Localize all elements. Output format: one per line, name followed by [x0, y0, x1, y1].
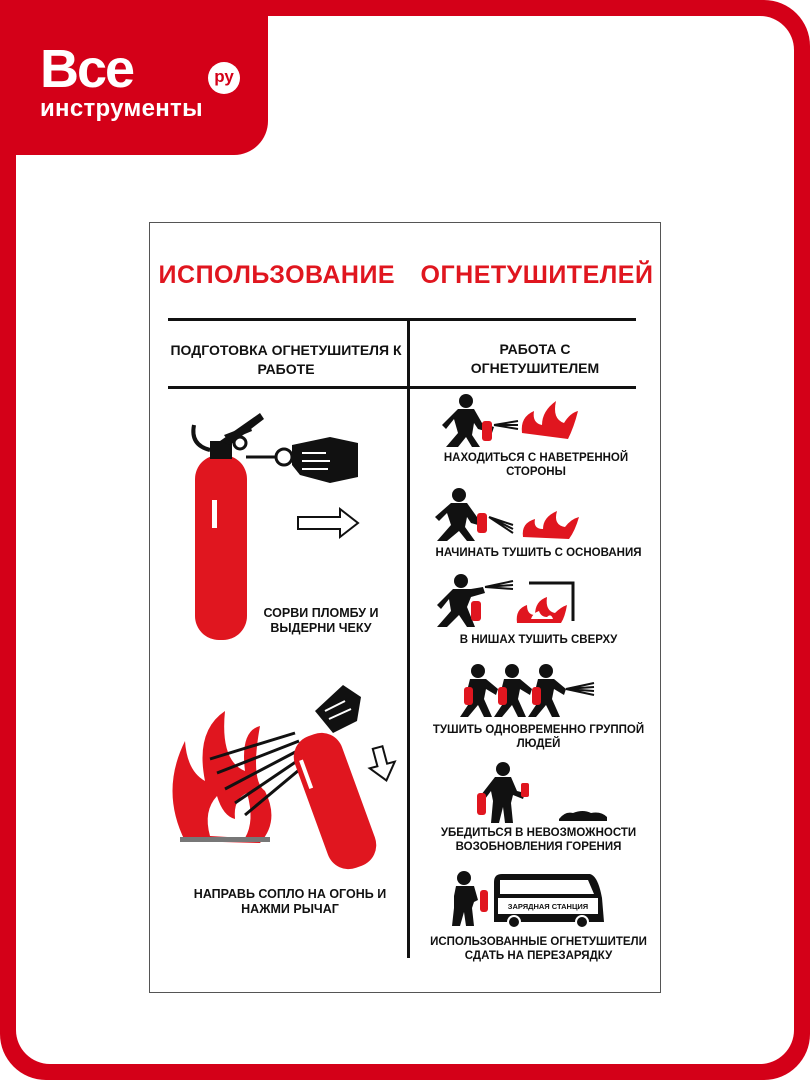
column-divider: [407, 318, 410, 958]
safety-sign: [149, 222, 661, 993]
left-step-2-caption: НАПРАВЬ СОПЛО НА ОГОНЬ И НАЖМИ РЫЧАГ: [193, 887, 387, 916]
check-reignition-icon: [473, 761, 623, 825]
group-extinguishing-icon: [458, 663, 608, 721]
brand-domain-badge: ру: [208, 62, 240, 94]
left-column-header: ПОДГОТОВКА ОГНЕТУШИТЕЛЯ К РАБОТЕ: [170, 342, 402, 377]
brand-badge: [0, 0, 268, 155]
windward-side-icon: [438, 393, 588, 449]
recharge-station-icon: [452, 868, 608, 928]
header-bottom-divider: [168, 386, 636, 389]
right-step-1-caption: НАХОДИТЬСЯ С НАВЕТРЕННОЙ СТОРОНЫ: [443, 452, 629, 478]
right-step-4-caption: ТУШИТЬ ОДНОВРЕМЕННО ГРУППОЙ ЛЮДЕЙ: [432, 724, 645, 750]
extinguisher-spray-fire-icon: [165, 671, 405, 881]
brand-logo-text: Все: [40, 39, 134, 99]
sign-title: ИСПОЛЬЗОВАНИЕ ОГНЕТУШИТЕЛЕЙ: [158, 261, 654, 289]
brand-logo-subtitle: инструменты: [40, 95, 203, 122]
right-column-header: РАБОТА С ОГНЕТУШИТЕЛЕМ: [470, 341, 600, 376]
van-label: ЗАРЯДНАЯ СТАНЦИЯ: [507, 902, 589, 911]
left-step-1-caption: СОРВИ ПЛОМБУ И ВЫДЕРНИ ЧЕКУ: [263, 606, 379, 635]
right-step-6-caption: ИСПОЛЬЗОВАННЫЕ ОГНЕТУШИТЕЛИ СДАТЬ НА ПЕРЕЗАРЯДКУ: [430, 936, 647, 962]
right-step-3-caption: В НИШАХ ТУШИТЬ СВЕРХУ: [459, 634, 618, 646]
right-step-2-caption: НАЧИНАТЬ ТУШИТЬ С ОСНОВАНИЯ: [435, 547, 642, 559]
extinguish-base-icon: [433, 487, 583, 543]
niche-from-above-icon: [433, 573, 583, 631]
right-step-5-caption: УБЕДИТЬСЯ В НЕВОЗМОЖНОСТИ ВОЗОБНОВЛЕНИЯ ГОРЕНИЯ: [440, 827, 637, 853]
header-top-divider: [168, 318, 636, 321]
